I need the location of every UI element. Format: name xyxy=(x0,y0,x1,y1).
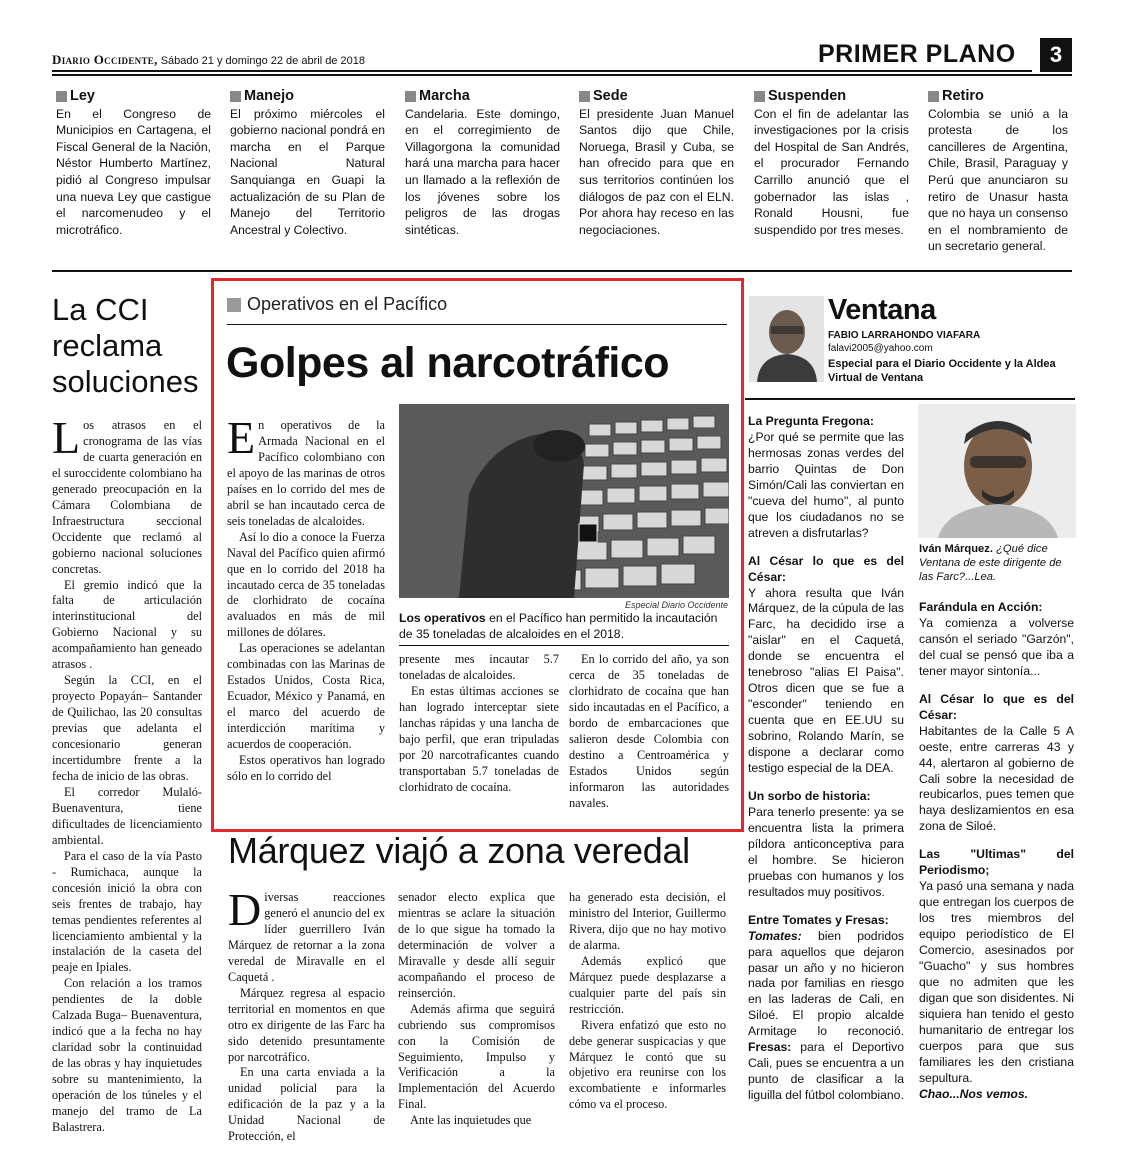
kicker-rule xyxy=(227,324,727,325)
ventana-title: Ventana xyxy=(828,294,936,326)
ventana-column-1 xyxy=(748,414,904,1116)
brief-ley xyxy=(56,88,211,238)
issue-date: Sábado 21 y domingo 22 de abril de 2018 xyxy=(160,55,365,67)
ventana-section xyxy=(919,600,1074,680)
columnist-email: falavi2005@yahoo.com xyxy=(828,343,933,354)
section-text: Habitantes de la Calle 5 A oeste, entre carreras 43 y 44, alertaron al gobierno de Cali sobre la necesidad de reubicarlos, pues temen que haya deslizamientos en esa zona de Siloé. xyxy=(919,723,1074,834)
section-heading: Al César lo que es del César: xyxy=(748,553,904,584)
paragraph: Rivera enfatizó que esto no debe generar suspicacias y que Márquez le contó que su objetivo era reunirse con los excombatiente e informarles cómo va el proceso. xyxy=(569,1017,726,1112)
caption-lead: Los operativos xyxy=(399,611,486,625)
article-kicker xyxy=(227,294,447,315)
brief-heading: Manejo xyxy=(244,88,294,104)
column-credit: Especial para el Diario Occidente y la Aldea Virtual de Ventana xyxy=(828,358,1056,384)
bullet-square-icon xyxy=(56,91,67,102)
kicker-text: Operativos en el Pacífico xyxy=(247,294,448,314)
caption-rule xyxy=(399,645,729,646)
paragraph: Además explicó que Márquez puede desplazarse a cualquier parte del país sin restricción. xyxy=(569,953,726,1016)
section-text: Ya pasó una semana y nada que entregan los cuerpos de los tres miembros del equipo periodístico de El Comercio, asesinados por "Guacho" y sus hombres que no admiten que les digan que son disidentes. Ni siquiera han tenido el gesto humanitario de entregar los cuerpos para que sus familiares les den cristiana sepultura. xyxy=(919,879,1074,1085)
brief-text: Colombia se unió a la protesta de los cancilleres de Argentina, Chile, Brasil, Paraguay y Perú que anunciaron su retiro de Unasur hasta que no haya un consenso en el nombramiento de un secretario general. xyxy=(928,106,1068,254)
marquez-column-3 xyxy=(569,890,726,1113)
ventana-section xyxy=(919,692,1074,836)
brief-heading: Suspenden xyxy=(768,88,847,104)
section-text: ¿Por qué se permite que las hermosas zonas verdes del barrio Quintas de Don Simón/Cali las conviertan en "cueva del humo", al punto que los ciudadanos no se atreven a disfrutarlas? xyxy=(748,429,904,540)
golpes-column-1 xyxy=(227,412,385,785)
paragraph: n operativos de la Armada Nacional en el Pacífico colombiano con el apoyo de las marinas de otros países en lo corrido del mes de abril se han incautado cerca de seis toneladas de alcaloides. xyxy=(227,418,385,528)
paragraph: Así lo dio a conoce la Fuerza Naval del Pacífico quien afirmó que en lo corrido del 2018 ha incautado cerca de 35 toneladas de clorhidrato de cocaína avaluados en más de mil millones de dólares. xyxy=(227,529,385,640)
caption-text: ¿Qué dice Ventana de este dirigente de las Farc?...Lea. xyxy=(919,543,1062,583)
fresas-lead: Fresas: xyxy=(748,1040,792,1055)
section-text: para el Deportivo Cali, pues se encuentra a un punto de clasificar a la liguilla del fútbol colombiano. xyxy=(748,1040,904,1103)
masthead xyxy=(52,52,365,68)
bullet-square-icon xyxy=(754,91,765,102)
section-heading: Farándula en Acción: xyxy=(919,600,1043,614)
briefs-bottom-rule xyxy=(52,270,1072,272)
paragraph: iversas reacciones generó el anuncio del ex líder guerrillero Iván Márquez de retornar a la zona veredal de Miravalle en el Caquetá . xyxy=(228,890,385,984)
ventana-section xyxy=(748,414,904,542)
bullet-square-icon xyxy=(405,91,416,102)
drop-cap: D xyxy=(228,884,262,935)
bullet-square-icon xyxy=(230,91,241,102)
marquez-portrait xyxy=(918,404,1076,538)
paragraph: El corredor Mulaló- Buenaventura, tiene dificultades de licenciamiento ambiental. xyxy=(52,784,202,847)
brief-marcha xyxy=(405,88,560,238)
paragraph: Estos operativos han logrado sólo en lo corrido del xyxy=(227,753,385,783)
section-text: Y ahora resulta que Iván Márquez, de la cúpula de las Farc, ha decidido irse a "aislar" en el Caquetá, donde se encuentra el tenebroso "alias El Paisa". Otros dicen que se fue a "esconder" teniendo en cuenta que en EE.UU su sobrino, Rolando Marín, se dispone a declarar como testigo especial de la DEA. xyxy=(748,585,904,776)
paragraph: En estas últimas acciones se han logrado interceptar siete lanchas rápidas y una lancha de bajo perfil, que eran tripuladas por 20 narcotraficantes cuando transportaban 5.7 toneladas de clorhidrato de cocaína. xyxy=(399,683,559,794)
kicker-square-icon xyxy=(227,298,241,312)
paragraph: Con relación a los tramos pendientes de la doble Calzada Buga– Buenaventura, indicó que a la fecha no hay claridad sobr la continuidad de las obras y hay inquietudes sobre su mantenimiento, la operación de los túneles y el manejo del tramo de La Balastrera. xyxy=(52,976,202,1134)
ventana-section xyxy=(748,913,904,1104)
ventana-section xyxy=(919,847,1074,1102)
caption-text: en el Pacífico han permitido la incautación de 35 toneladas de alcaloides en el 2018. xyxy=(399,611,718,641)
page-number: 3 xyxy=(1040,38,1072,72)
photo-caption xyxy=(399,611,729,642)
brief-text: El próximo miércoles el gobierno nacional pondrá en marcha en el Parque Nacional Natural Sanquianga en Guapi la actualización de su Plan de Manejo del Territorio Ancestral y Colectivo. xyxy=(230,106,385,237)
section-heading: Un sorbo de historia: xyxy=(748,788,871,803)
section-heading: La Pregunta Fregona: xyxy=(748,414,874,428)
paragraph: En lo corrido del año, ya son cerca de 35 toneladas de clorhidrato de cocaína que han sido incautadas en el Pacífico, a bordo de embarcaciones que salieron desde Colombia con destino a Centroamérica y Estados Unidos según informaron las autoridades navales. xyxy=(569,652,729,810)
section-title: PRIMER PLANO xyxy=(818,40,1016,68)
paragraph: En una carta enviada a la unidad policial para la edificación de la paz y a la Unidad Nacional de Protección, el xyxy=(228,1065,385,1144)
paragraph: Para el caso de la vía Pasto - Rumichaca, aunque la concesión inició la obra con seis frentes de trabajo, hay temas pendientes referentes al licenciamiento ambiental y la instalación de la caseta del peaje en Ipiales. xyxy=(52,848,202,975)
paragraph: os atrasos en el cronograma de las vías de cuarta generación en el suroccidente colombiano ha generado preocupación en la Cámara Colombiana de Infraestructura seccional Occidente que reclamó al gobierno nacional soluciones concretas. xyxy=(52,418,202,576)
brief-manejo xyxy=(230,88,385,238)
brief-retiro xyxy=(928,88,1068,255)
tomates-lead: Tomates: xyxy=(748,928,802,943)
ventana-rule xyxy=(745,398,1075,400)
drop-cap: L xyxy=(52,412,81,463)
brief-text: El presidente Juan Manuel Santos dijo que Chile, Noruega, Brasil y Cuba, se han ofrecido para que en sus territorios continúen los diálogos de paz con el ELN. Por ahora hay receso en las negociaciones. xyxy=(579,106,734,237)
section-heading: Las "Ultimas" del Periodismo; xyxy=(919,847,1074,878)
header-rule xyxy=(52,70,1032,72)
marquez-photo xyxy=(918,404,1076,538)
brief-text: En el Congreso de Municipios en Cartagena, el Fiscal General de la Nación, Néstor Humberto Martínez, pidió al Congreso impulsar una nueva Ley que castigue el narcomenudeo y el microtráfico. xyxy=(56,106,211,237)
bullet-square-icon xyxy=(928,91,939,102)
paragraph: presente mes incautar 5.7 toneladas de alcaloides. xyxy=(399,652,559,682)
ventana-section xyxy=(748,789,904,901)
operativos-photo xyxy=(399,404,729,598)
brief-sede xyxy=(579,88,734,238)
paragraph: ha generado esta decisión, el ministro del Interior, Guillermo Rivera, dijo que no hay motivo de alarma. xyxy=(569,890,726,952)
cci-headline: La CCI reclama soluciones xyxy=(52,292,199,399)
sign-off: Chao...Nos vemos. xyxy=(919,1086,1029,1101)
columnist-photo xyxy=(749,296,824,382)
header-rule-2 xyxy=(52,74,1072,76)
paragraph: Márquez regresa al espacio territorial en momentos en que otro ex dirigente de las Farc ha sido detenido presuntamente por narcotráfico. xyxy=(228,985,385,1064)
caption-name: Iván Márquez. xyxy=(919,543,993,555)
section-heading: Al César lo que es del César: xyxy=(919,691,1074,722)
brief-text: Candelaria. Este domingo, en el corregimiento de Villagorgona la comunidad hará una marcha para hacer un llamado a la reflexión de los jóvenes sobre los peligros de las drogas sintéticas. xyxy=(405,106,560,237)
brief-suspenden xyxy=(754,88,909,238)
section-text: Para tenerlo presente: ya se encuentra lista la primera píldora anticonceptiva para el hombre. Se hicieron pruebas con humanos y los resultados muy positivos. xyxy=(748,804,904,899)
brief-text: Con el fin de adelantar las investigaciones por la crisis del Hospital de San Andrés, el procurador Fernando Carrillo anunció que el gobernador las islas , Ronald Housni, fue suspendido por tres meses. xyxy=(754,106,909,237)
publication-name: Diario Occidente, xyxy=(52,52,158,67)
section-heading: Entre Tomates y Fresas: xyxy=(748,912,889,927)
marquez-photo-caption xyxy=(919,542,1076,584)
cci-article-body xyxy=(52,412,202,1136)
section-text: Ya comienza a volverse cansón el seriado "Garzón", del cual se pensó que iba a tener mayor sintonía... xyxy=(919,615,1074,678)
columnist-portrait xyxy=(749,296,824,382)
paragraph: Las operaciones se adelantan combinadas con las Marinas de Estados Unidos, Costa Rica, Ecuador, México y Panamá, en el marco del acuerdo de interdicción marítima y acuerdos de cooperación. xyxy=(227,641,385,752)
bullet-square-icon xyxy=(579,91,590,102)
paragraph: Ante las inquietudes que xyxy=(410,1113,532,1128)
section-text: bien podridos para aquellos que dejaron pasar un año y no hicieron nada por familias en riesgo en las laderas de Cali, en Siloé. El propio alcalde Armitage lo reconoció. xyxy=(748,928,904,1039)
drop-cap: E xyxy=(227,412,256,463)
brief-heading: Sede xyxy=(593,88,628,104)
paragraph: Según la CCI, en el proyecto Popayán– Santander de Quilichao, las 20 consultas previas que adelanta el concesionario generan incertidumbre frente a la fecha de inicio de las obras. xyxy=(52,673,202,783)
golpes-column-2 xyxy=(399,652,559,796)
columnist-name: FABIO LARRAHONDO VIAFARA xyxy=(828,330,981,341)
golpes-column-3 xyxy=(569,652,729,812)
paragraph: senador electo explica que mientras se aclare la situación de lo que sigue ha tomado la determinación de volver a Miravalle y desde allí seguir acompañando el proceso de reinserción. xyxy=(398,890,555,1000)
ventana-section xyxy=(748,554,904,777)
brief-heading: Retiro xyxy=(942,88,984,104)
photo-illustration xyxy=(399,404,729,598)
brief-heading: Marcha xyxy=(419,88,470,104)
paragraph: Además afirma que seguirá cubriendo sus compromisos con la Comisión de Seguimiento, Impulso y Verificación a la Implementación del Acuerdo Final. xyxy=(398,1001,555,1112)
ventana-column-2 xyxy=(919,600,1074,1115)
brief-heading: Ley xyxy=(70,88,95,104)
marquez-headline: Márquez viajó a zona veredal xyxy=(228,830,690,871)
marquez-column-1 xyxy=(228,884,385,1145)
marquez-column-2 xyxy=(398,890,555,1129)
paragraph: El gremio indicó que la falta de articulación interinstitucional del Gobierno Nacional y su acompañamiento han geneado atrasos . xyxy=(52,577,202,672)
golpes-headline: Golpes al narcotráfico xyxy=(226,339,670,387)
photo-credit: Especial Diario Occidente xyxy=(624,600,728,610)
